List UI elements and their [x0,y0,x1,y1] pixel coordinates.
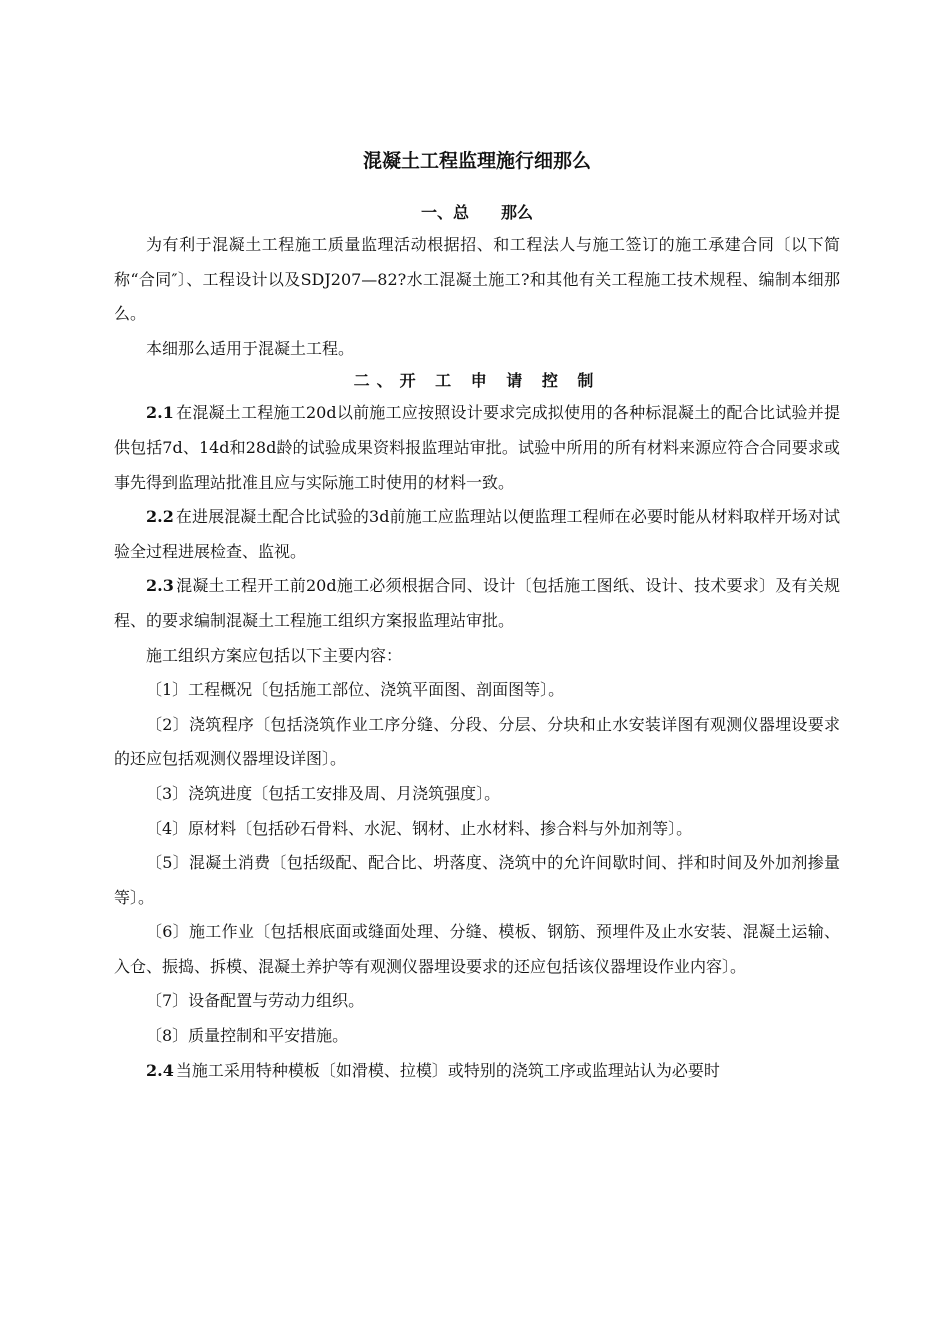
clause-number: 2.1 [146,403,174,423]
paragraph-text: 在进展混凝土配合比试验的3d前施工应监理站以便监理工程师在必要时能从材料取样开场对试验全过程进展检查、监视。 [114,507,840,561]
list-item [114,708,840,777]
clause-number: 2.4 [146,1060,174,1080]
paragraph-text: 〔6〕施工作业〔包括根底面或缝面处理、分缝、模板、钢筋、预埋件及止水安装、混凝土运输、入仓、振捣、拆模、混凝土养护等有观测仪器埋设要求的还应包括该仪器埋设作业内容〕。 [114,922,840,976]
paragraph [114,228,840,332]
clause-paragraph [114,396,840,500]
clause-paragraph [114,500,840,569]
document-body [114,146,840,1088]
paragraph-text: 〔5〕混凝土消费〔包括级配、配合比、坍落度、浇筑中的允许间歇时间、拌和时间及外加剂掺量等〕。 [114,853,840,907]
list-item [114,846,840,915]
clause-number: 2.2 [146,507,174,527]
clause-paragraph [114,1054,840,1089]
document-title: 混凝土工程监理施行细那么 [362,150,591,172]
paragraph-text: 当施工采用特种模板〔如滑模、拉模〕或特别的浇筑工序或监理站认为必要时 [175,1060,720,1080]
list-item [114,673,840,708]
paragraph-text: 本细那么适用于混凝土工程。 [146,338,355,358]
paragraph-text: 为有利于混凝土工程施工质量监理活动根据招、和工程法人与施工签订的施工承建合同〔以下简称“合同″〕、工程设计以及SDJ207—82?水工混凝土施工?和其他有关工程施工技术规程、编制本细那么。 [114,235,840,324]
list-item [114,777,840,812]
paragraph-text: 在混凝土工程施工20d以前施工应按照设计要求完成拟使用的各种标混凝土的配合比试验并提供包括7d、14d和28d龄的试验成果资料报监理站审批。试验中所用的所有材料来源应符合合同要求或事先得到监理站批准且应与实际施工时使用的材料一致。 [114,403,840,492]
list-item [114,915,840,984]
paragraph-text: 〔4〕原材料〔包括砂石骨料、水泥、钢材、止水材料、掺合料与外加剂等〕。 [146,818,693,838]
section-heading-general: 一、总 那么 [420,203,533,222]
paragraph [114,332,840,367]
clause-paragraph [114,569,840,638]
clause-number: 2.3 [146,576,174,596]
list-item [114,984,840,1019]
paragraph-text: 〔7〕设备配置与劳动力组织。 [146,991,365,1011]
paragraph-text: 〔1〕工程概况〔包括施工部位、浇筑平面图、剖面图等〕。 [146,680,565,700]
paragraph-text: 混凝土工程开工前20d施工必须根据合同、设计〔包括施工图纸、设计、技术要求〕及有关规程、的要求编制混凝土工程施工组织方案报监理站审批。 [114,576,840,630]
section-heading-start-control: 二、开 工 申 请 控 制 [353,371,601,391]
list-item [114,812,840,847]
paragraph-text: 〔3〕浇筑进度〔包括工安排及周、月浇筑强度〕。 [146,783,501,803]
paragraph-text: 〔8〕质量控制和平安措施。 [146,1026,349,1046]
paragraph-text: 施工组织方案应包括以下主要内容： [146,645,403,665]
paragraph-text: 〔2〕浇筑程序〔包括浇筑作业工序分缝、分段、分层、分块和止水安装详图有观测仪器埋设要求的还应包括观测仪器埋设详图〕。 [114,714,840,769]
list-item [114,1019,840,1054]
paragraph [114,639,840,674]
